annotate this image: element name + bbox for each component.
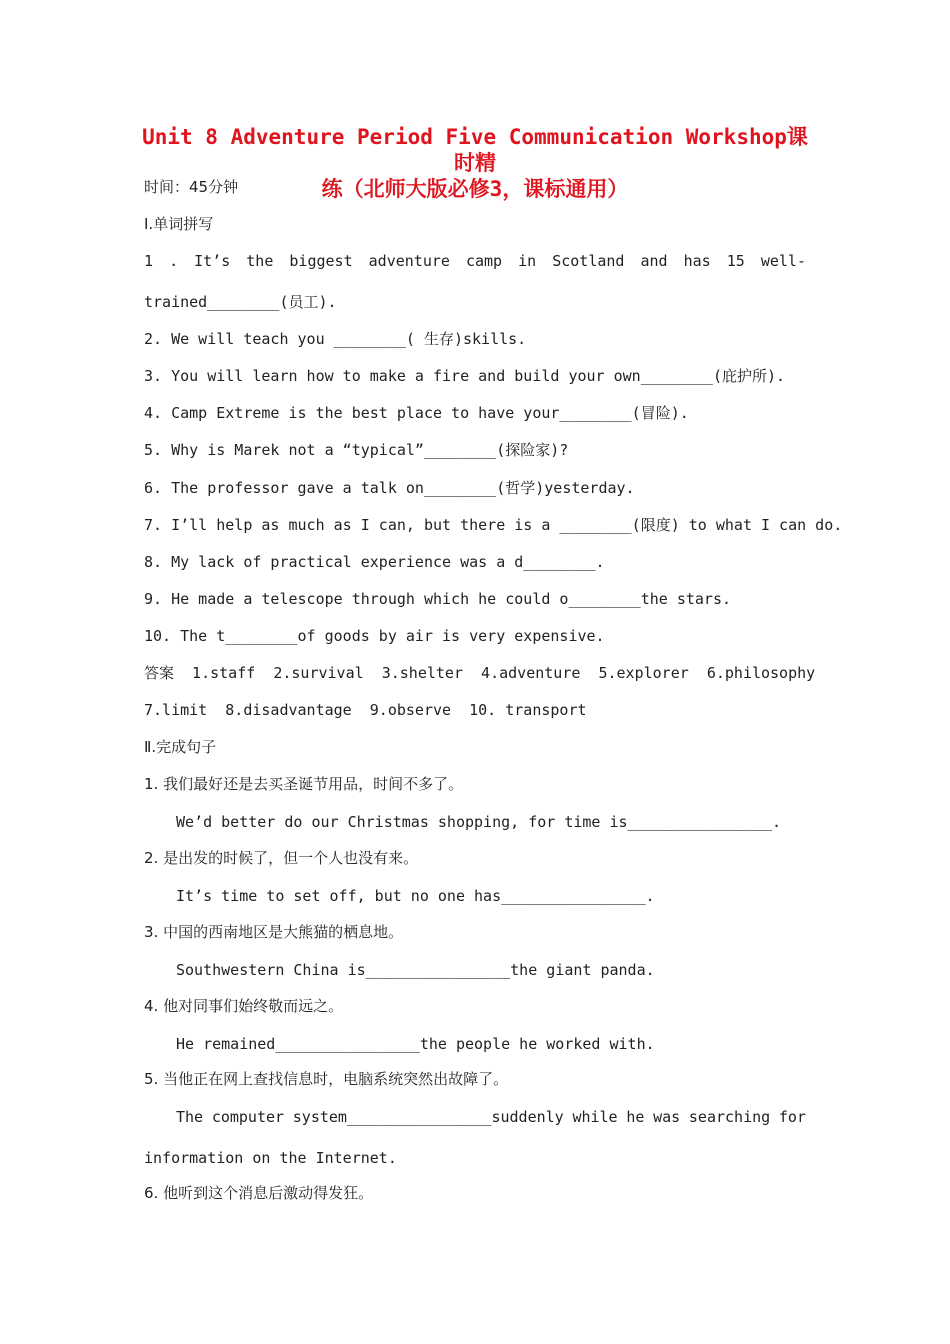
sentence-3-english: Southwestern China is________________the giant panda.: [176, 961, 655, 979]
word: and: [640, 252, 668, 270]
section-1-heading: Ⅰ.单词拼写: [144, 215, 214, 233]
sentence-4-chinese: 4. 他对同事们始终敬而远之。: [144, 997, 344, 1015]
question-9: 9. He made a telescope through which he could o________the stars.: [144, 590, 731, 608]
question-1-continuation: trained________(员工).: [144, 293, 337, 311]
question-10: 10. The t________of goods by air is very expensive.: [144, 627, 605, 645]
question-8: 8. My lack of practical experience was a d________.: [144, 553, 605, 571]
word: in: [518, 252, 537, 270]
word: The: [176, 1108, 204, 1126]
title-line-1: Unit 8 Adventure Period Five Communication Workshop课时精: [142, 125, 808, 175]
answer-key-line-2: 7.limit 8.disadvantage 9.observe 10. transport: [144, 701, 587, 719]
sentence-3-chinese: 3. 中国的西南地区是大熊猫的栖息地。: [144, 923, 404, 941]
sentence-2-english: It’s time to set off, but no one has________________.: [176, 887, 655, 905]
word: .: [169, 252, 179, 270]
sentence-6-chinese: 6. 他听到这个消息后激动得发狂。: [144, 1184, 374, 1202]
word: camp: [465, 252, 503, 270]
sentence-2-chinese: 2. 是出发的时候了，但一个人也没有来。: [144, 849, 419, 867]
word: It’s: [194, 252, 231, 270]
word: computer: [211, 1108, 285, 1126]
word: has: [683, 252, 711, 270]
word: searching: [688, 1108, 771, 1126]
question-1: [144, 251, 806, 271]
question-5: 5. Why is Marek not a “typical”________(探险家)?: [144, 441, 569, 459]
word: biggest: [289, 252, 353, 270]
time-label: 时间：45分钟: [144, 178, 239, 196]
section-2-heading: Ⅱ.完成句子: [144, 738, 217, 756]
sentence-5-english-continuation: information on the Internet.: [144, 1149, 397, 1167]
question-6: 6. The professor gave a talk on________(哲学)yesterday.: [144, 479, 635, 497]
question-4: 4. Camp Extreme is the best place to have your________(冒险).: [144, 404, 689, 422]
question-2: 2. We will teach you ________( 生存)skills.: [144, 330, 527, 348]
word: adventure: [368, 252, 450, 270]
document-title: [140, 124, 810, 202]
sentence-1-chinese: 1. 我们最好还是去买圣诞节用品，时间不多了。: [144, 775, 464, 793]
answer-key-line-1: 答案 1.staff 2.survival 3.shelter 4.adventure 5.explorer 6.philosophy: [144, 664, 816, 682]
word: while: [572, 1108, 618, 1126]
question-7: 7. I’ll help as much as I can, but there is a ________(限度) to what I can do.: [144, 516, 843, 534]
sentence-1-english: We’d better do our Christmas shopping, for time is________________.: [176, 813, 782, 831]
word: 15: [726, 252, 745, 270]
word: Scotland: [552, 252, 625, 270]
word: system________________suddenly: [292, 1108, 564, 1126]
word: for: [778, 1108, 806, 1126]
sentence-5-english: [176, 1107, 806, 1127]
sentence-5-chinese: 5. 当他正在网上查找信息时，电脑系统突然出故障了。: [144, 1070, 509, 1088]
question-3: 3. You will learn how to make a fire and build your own________(庇护所).: [144, 367, 786, 385]
word: 1: [144, 252, 154, 270]
word: well-: [760, 252, 806, 270]
word: he: [626, 1108, 645, 1126]
word: the: [246, 252, 274, 270]
word: was: [653, 1108, 681, 1126]
sentence-4-english: He remained________________the people he worked with.: [176, 1035, 655, 1053]
title-line-2: 练（北师大版必修3，课标通用）: [321, 177, 629, 201]
